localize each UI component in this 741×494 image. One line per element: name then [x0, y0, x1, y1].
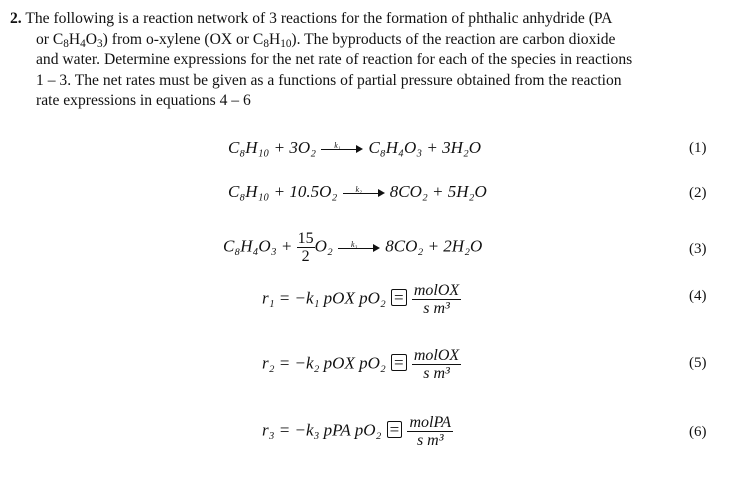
units-bracket: =: [391, 289, 407, 306]
unit-numerator: molOX: [413, 347, 460, 364]
rate-expression: r₂ = −k₂ pOX pO₂: [262, 353, 386, 373]
problem-line-3: and water. Determine expressions for the net rate of reaction for each of the species in reactions: [36, 51, 633, 68]
unit-numerator: molPA: [409, 414, 451, 431]
equation-2: [228, 182, 487, 202]
equation-4: [262, 282, 461, 317]
text-seg: H: [268, 30, 281, 48]
fraction: [297, 230, 315, 265]
units-fraction: [412, 282, 461, 317]
equation-number-3: (3): [689, 241, 707, 257]
problem-line-2: [10, 30, 732, 51]
problem-line-1: [10, 9, 732, 30]
equation-5: [262, 347, 461, 382]
unit-numerator: molOX: [413, 282, 460, 299]
equation-rhs: 8CO₂ + 5H₂O: [389, 182, 487, 201]
subscript: 8: [263, 37, 269, 50]
unit-denominator: s m³: [423, 365, 450, 382]
units-bracket: =: [391, 354, 407, 371]
equation-number-4: (4): [689, 288, 707, 304]
text-seg: or C: [36, 30, 64, 48]
problem-number: 2.: [10, 10, 22, 27]
text-seg: ). The byproducts of the reaction are carbon dioxide: [291, 30, 616, 48]
equation-number-5: (5): [689, 355, 707, 371]
rate-constant: k₂: [355, 185, 362, 195]
equation-lhs-o2: O₂: [314, 236, 333, 256]
problem-statement: [10, 9, 732, 112]
problem-line-4: 1 – 3. The net rates must be given as a functions of partial pressure obtained from the reaction: [36, 71, 622, 89]
equation-lhs: C₈H₁₀ + 10.5O₂: [228, 182, 338, 201]
equation-lhs: C₈H₁₀ + 3O₂: [228, 138, 317, 157]
equation-6: [262, 414, 453, 449]
equation-rhs: 8CO₂ + 2H₂O: [385, 236, 483, 256]
equation-3: [223, 230, 482, 265]
problem-text-1: The following is a reaction network of 3 reactions for the formation of phthalic anhydride (PA: [25, 10, 613, 27]
subscript: 10: [280, 37, 292, 50]
fraction-denominator: 2: [301, 248, 310, 265]
units-fraction: [412, 347, 461, 382]
fraction-numerator: 15: [297, 230, 314, 247]
subscript: 8: [63, 37, 69, 50]
subscript: 4: [80, 37, 86, 50]
text-seg: H: [68, 30, 81, 48]
units-fraction: [407, 414, 452, 449]
rate-constant: k₃: [351, 239, 358, 249]
rate-expression: r₁ = −k₁ pOX pO₂: [262, 288, 386, 308]
problem-line-5: rate expressions in equations 4 – 6: [36, 92, 251, 109]
equation-number-1: (1): [689, 140, 707, 156]
equation-number-2: (2): [689, 185, 707, 201]
subscript: 3: [97, 37, 103, 50]
rate-constant: k₁: [334, 141, 341, 151]
equation-number-6: (6): [689, 424, 707, 440]
reaction-arrow-icon: [343, 185, 385, 198]
text-seg: O: [85, 30, 98, 48]
unit-denominator: s m³: [423, 300, 450, 317]
equation-lhs: C₈H₄O₃ +: [223, 236, 293, 256]
units-bracket: =: [387, 421, 403, 438]
equation-rhs: C₈H₄O₃ + 3H₂O: [368, 138, 482, 157]
text-seg: ) from o-xylene (OX or C: [102, 30, 264, 48]
rate-expression: r₃ = −k₃ pPA pO₂: [262, 420, 382, 440]
reaction-arrow-icon: [321, 141, 363, 154]
reaction-arrow-icon: [338, 239, 380, 253]
unit-denominator: s m³: [416, 432, 444, 449]
equation-1: [228, 138, 481, 158]
